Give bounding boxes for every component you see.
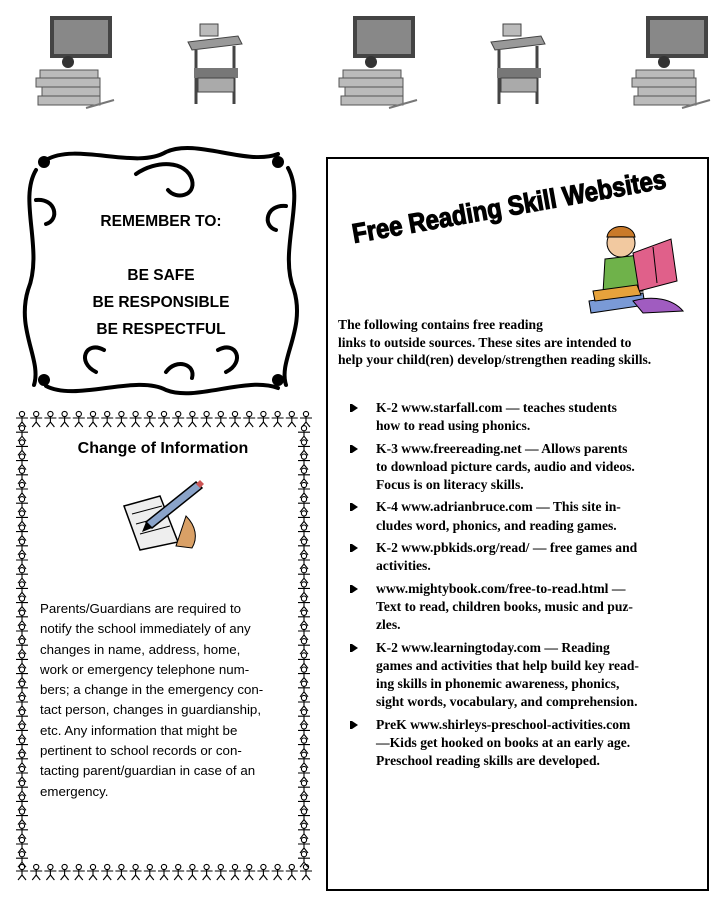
website-item-line: K-3 www.freereading.net — Allows parents <box>376 440 628 456</box>
person-icon <box>298 596 310 612</box>
person-icon <box>272 864 284 880</box>
person-icon <box>87 864 99 880</box>
person-icon <box>298 525 310 541</box>
person-icon <box>298 639 310 655</box>
website-item-line: games and activities that help build key read- <box>376 657 639 673</box>
website-item-line: K-2 www.pbkids.org/read/ — free games and <box>376 540 638 556</box>
person-icon <box>201 411 213 427</box>
person-icon <box>16 837 28 853</box>
person-icon <box>16 497 28 513</box>
person-icon <box>300 864 312 880</box>
website-item-line: K-2 www.learningtoday.com — Reading <box>376 639 610 655</box>
person-icon <box>298 482 310 498</box>
website-item-line: Text to read, children books, music and puz- <box>376 598 633 614</box>
person-icon <box>286 411 298 427</box>
person-icon <box>298 823 310 839</box>
website-item-line: cludes word, phonics, and reading games. <box>376 517 617 533</box>
person-icon <box>257 864 269 880</box>
bullet-icon <box>352 721 358 729</box>
intro-line: The following contains free reading <box>338 317 543 332</box>
remember-box <box>16 140 306 402</box>
person-icon <box>73 411 85 427</box>
reading-websites-box <box>326 157 709 891</box>
body-line: bers; a change in the emergency con- <box>40 682 264 698</box>
website-item-line: to download picture cards, audio and videos. <box>376 458 635 474</box>
person-icon <box>115 411 127 427</box>
website-item-line: www.mightybook.com/free-to-read.html — <box>376 580 626 596</box>
bullet-icon <box>352 503 358 511</box>
person-icon <box>286 864 298 880</box>
person-icon <box>16 639 28 655</box>
person-icon <box>44 411 56 427</box>
person-icon <box>16 823 28 839</box>
person-icon <box>144 411 156 427</box>
person-icon <box>16 568 28 584</box>
website-item-line: Preschool reading skills are developed. <box>376 753 600 769</box>
website-item <box>376 498 696 535</box>
person-icon <box>16 624 28 640</box>
person-icon <box>59 864 71 880</box>
person-icon <box>243 411 255 427</box>
bullet-icon <box>352 404 358 412</box>
remember-line-safe: BE SAFE <box>127 267 195 284</box>
person-icon <box>201 864 213 880</box>
website-item <box>376 539 696 576</box>
school-desk-clipart <box>170 12 256 112</box>
bullet-icon <box>352 585 358 593</box>
person-icon <box>243 864 255 880</box>
person-icon <box>298 795 310 811</box>
person-icon <box>172 864 184 880</box>
body-line: Parents/Guardians are required to <box>40 601 242 616</box>
bullet-icon <box>352 445 358 453</box>
person-icon <box>16 795 28 811</box>
person-icon <box>16 582 28 598</box>
remember-line-respectful: BE RESPECTFUL <box>96 321 226 338</box>
website-item-line: ing skills in phonemic awareness, phonics, <box>376 676 620 692</box>
website-item-line: PreK www.shirleys-preschool-activities.com <box>376 716 631 732</box>
person-icon <box>298 752 310 768</box>
person-icon <box>44 864 56 880</box>
website-item <box>376 639 696 712</box>
person-icon <box>16 539 28 555</box>
intro-line: links to outside sources. These sites are intended to <box>338 334 632 350</box>
body-line: notify the school immediately of any <box>40 621 251 637</box>
person-icon <box>298 766 310 782</box>
website-item-line: activities. <box>376 558 431 574</box>
person-icon <box>298 710 310 726</box>
person-icon <box>298 610 310 626</box>
website-item-line: sight words, vocabulary, and comprehension. <box>376 694 638 710</box>
person-icon <box>16 766 28 782</box>
person-icon <box>16 553 28 569</box>
website-item-line: zles. <box>376 617 401 633</box>
website-item <box>376 440 696 495</box>
person-icon <box>16 596 28 612</box>
person-icon <box>298 539 310 555</box>
person-icon <box>16 738 28 754</box>
books-chalkboard-clipart <box>333 12 419 112</box>
person-icon <box>298 468 310 484</box>
school-desk-clipart <box>473 12 559 112</box>
books-chalkboard-clipart <box>30 12 116 112</box>
person-icon <box>130 864 142 880</box>
change-of-information-title: Change of Information <box>77 440 249 457</box>
website-item-line: K-2 www.starfall.com — teaches students <box>376 400 617 415</box>
person-icon <box>298 582 310 598</box>
person-icon <box>158 411 170 427</box>
svg-text:Free Reading Skill Websites: Free Reading Skill Websites <box>349 156 710 249</box>
person-icon <box>300 411 312 427</box>
person-icon <box>16 482 28 498</box>
website-item-line: Focus is on literacy skills. <box>376 477 524 493</box>
person-icon <box>73 864 85 880</box>
remember-heading: REMEMBER TO: <box>100 213 222 230</box>
person-icon <box>16 653 28 669</box>
pencil-writing-clipart <box>116 476 206 552</box>
person-icon <box>16 781 28 797</box>
person-icon <box>30 864 42 880</box>
person-icon <box>229 864 241 880</box>
website-item-line: how to read using phonics. <box>376 418 531 434</box>
person-icon <box>215 864 227 880</box>
bullet-icon <box>352 644 358 652</box>
person-icon <box>186 864 198 880</box>
body-line: tact person, changes in guardianship, <box>40 702 262 718</box>
person-icon <box>298 781 310 797</box>
person-icon <box>298 681 310 697</box>
person-icon <box>87 411 99 427</box>
body-line: tacting parent/guardian in case of an <box>40 763 256 779</box>
person-icon <box>16 610 28 626</box>
website-item <box>376 580 696 635</box>
person-icon <box>16 667 28 683</box>
person-icon <box>16 695 28 711</box>
websites-list <box>376 399 696 775</box>
body-line: changes in name, address, home, <box>40 641 241 657</box>
person-icon <box>298 426 310 442</box>
website-item-line: —Kids get hooked on books at an early age. <box>376 735 631 751</box>
person-icon <box>298 809 310 825</box>
person-icon <box>257 411 269 427</box>
person-icon <box>16 411 28 427</box>
person-icon <box>298 667 310 683</box>
person-icon <box>16 809 28 825</box>
person-icon <box>16 724 28 740</box>
person-icon <box>101 864 113 880</box>
websites-intro <box>338 316 708 369</box>
person-icon <box>16 525 28 541</box>
body-line: work or emergency telephone num- <box>40 661 250 677</box>
person-icon <box>144 864 156 880</box>
person-icon <box>158 864 170 880</box>
person-icon <box>298 624 310 640</box>
website-item <box>376 716 696 771</box>
person-icon <box>59 411 71 427</box>
website-item <box>376 399 696 436</box>
bullet-icon <box>352 544 358 552</box>
person-icon <box>298 553 310 569</box>
person-icon <box>272 411 284 427</box>
person-icon <box>101 411 113 427</box>
person-icon <box>186 411 198 427</box>
person-icon <box>130 411 142 427</box>
body-line: pertinent to school records or con- <box>40 743 242 759</box>
person-icon <box>215 411 227 427</box>
person-icon <box>16 511 28 527</box>
person-icon <box>298 695 310 711</box>
person-icon <box>16 710 28 726</box>
person-icon <box>298 724 310 740</box>
person-icon <box>16 752 28 768</box>
body-line: etc. Any information that might be <box>40 722 238 738</box>
books-chalkboard-clipart <box>626 12 712 112</box>
change-of-information-body <box>40 599 270 802</box>
person-icon <box>229 411 241 427</box>
person-icon <box>16 468 28 484</box>
person-icon <box>16 426 28 442</box>
person-icon <box>298 511 310 527</box>
person-icon <box>298 837 310 853</box>
person-icon <box>298 497 310 513</box>
person-icon <box>172 411 184 427</box>
person-icon <box>30 411 42 427</box>
person-icon <box>298 653 310 669</box>
person-icon <box>115 864 127 880</box>
child-reading-clipart <box>583 221 693 321</box>
body-line: emergency. <box>40 783 109 799</box>
intro-line: help your child(ren) develop/strengthen reading skills. <box>338 352 652 367</box>
person-icon <box>298 738 310 754</box>
person-icon <box>298 568 310 584</box>
website-item-line: K-4 www.adrianbruce.com — This site in- <box>376 499 621 515</box>
person-icon <box>16 681 28 697</box>
change-of-information-box <box>14 410 312 880</box>
remember-line-responsible: BE RESPONSIBLE <box>92 294 230 311</box>
